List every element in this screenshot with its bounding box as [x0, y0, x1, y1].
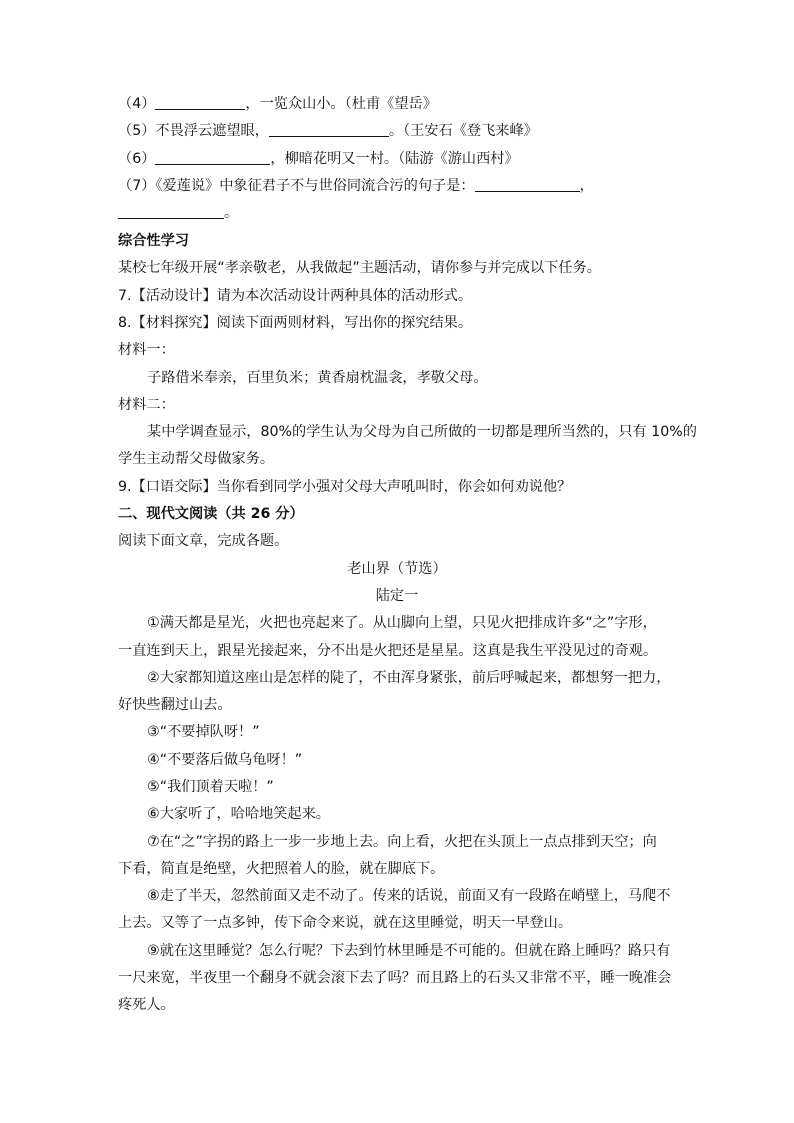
question-8: 8.【材料探究】阅读下面两则材料，写出你的探究结果。 — [118, 315, 473, 331]
answer-blank — [155, 150, 270, 165]
paragraph-8-line: ⑧走了半天，忽然前面又走不动了。传来的话说，前面又有一段路在峭壁上，马爬不 — [147, 888, 671, 904]
fill-in-item-7 — [118, 176, 594, 196]
paragraph-2-line: ②大家都知道这座山是怎样的陡了，不由浑身紧张，前后呼喊起来，都想努一把力， — [147, 670, 671, 686]
item-text-before: （4） — [118, 96, 156, 112]
answer-blank — [269, 122, 389, 137]
item-text-after: ，一览众山小。（杜甫《望岳》 — [245, 96, 437, 112]
question-7: 7.【活动设计】请为本次活动设计两种具体的活动形式。 — [118, 288, 473, 304]
article-title: 老山界（节选） — [347, 561, 447, 577]
fill-in-item-5 — [118, 121, 538, 141]
item-text-after: 。（王安石《登飞来峰》 — [388, 123, 538, 139]
fill-in-item-6 — [118, 149, 519, 169]
paragraph-5: ⑤“我们顶着天啦！” — [147, 779, 274, 795]
paragraph-3: ③“不要掉队呀！” — [147, 724, 260, 740]
fill-in-item-4 — [118, 94, 437, 114]
question-9: 9.【口语交际】当你看到同学小强对父母大声吼叫时，你会如何劝说他？ — [118, 479, 572, 495]
section-title: 综合性学习 — [118, 233, 189, 249]
part-2-title: 二、现代文阅读（共 26 分） — [118, 506, 304, 522]
paragraph-8-line: 上去。又等了一点多钟，传下命令来说，就在这里睡觉，明天一早登山。 — [118, 915, 573, 931]
item-text-before: （5）不畏浮云遮望眼， — [118, 123, 269, 139]
item-text-before: （6） — [118, 151, 156, 167]
paragraph-6: ⑥大家听了，哈哈地笑起来。 — [147, 806, 330, 822]
item-text-after: ，柳暗花明又一村。（陆游《游山西村》 — [270, 151, 519, 167]
answer-blank — [475, 177, 580, 192]
paragraph-9-line: 一尺来宽，半夜里一个翻身不就会滚下去了吗？而且路上的石头又非常不平，睡一晚准会 — [118, 970, 672, 986]
material-1-text: 子路借米奉亲，百里负米；黄香扇枕温衾，孝敬父母。 — [147, 370, 488, 386]
item-text-before: （7）《爱莲说》中象征君子不与世俗同流合污的句子是： — [118, 178, 475, 194]
activity-intro: 某校七年级开展“孝亲敬老，从我做起”主题活动，请你参与并完成以下任务。 — [118, 260, 601, 276]
material-1-label: 材料一： — [118, 342, 175, 358]
answer-blank — [118, 204, 224, 219]
material-2-label: 材料二： — [118, 397, 175, 413]
material-2-text-line: 某中学调查显示，80%的学生认为父母为自己所做的一切都是理所当然的，只有 10%的 — [147, 424, 697, 440]
material-2-text-line: 学生主动帮父母做家务。 — [118, 451, 275, 467]
paragraph-1-line: ①满天都是星光，火把也亮起来了。从山脚向上望，只见火把排成许多“之”字形， — [147, 615, 657, 631]
answer-blank — [155, 95, 245, 110]
paragraph-1-line: 一直连到天上，跟星光接起来，分不出是火把还是星星。这真是我生平没见过的奇观。 — [118, 643, 658, 659]
item-text-after: ， — [579, 178, 594, 194]
paragraph-4: ④“不要落后做乌龟呀！” — [147, 752, 303, 768]
paragraph-9-line: ⑨就在这里睡觉？怎么行呢？下去到竹林里睡是不可能的。但就在路上睡吗？路只有 — [147, 943, 671, 959]
paragraph-2-line: 好快些翻过山去。 — [118, 697, 232, 713]
paragraph-7-line: ⑦在“之”字拐的路上一步一步地上去。向上看，火把在头顶上一点点排到天空；向 — [147, 834, 657, 850]
paragraph-9-line: 疼死人。 — [118, 997, 175, 1013]
part-2-instruction: 阅读下面文章，完成各题。 — [118, 533, 289, 549]
item-text-after: 。 — [224, 205, 239, 221]
fill-in-item-7-continued — [118, 203, 238, 223]
article-author: 陆定一 — [375, 588, 419, 604]
paragraph-7-line: 下看，简直是绝壁，火把照着人的脸，就在脚底下。 — [118, 861, 445, 877]
